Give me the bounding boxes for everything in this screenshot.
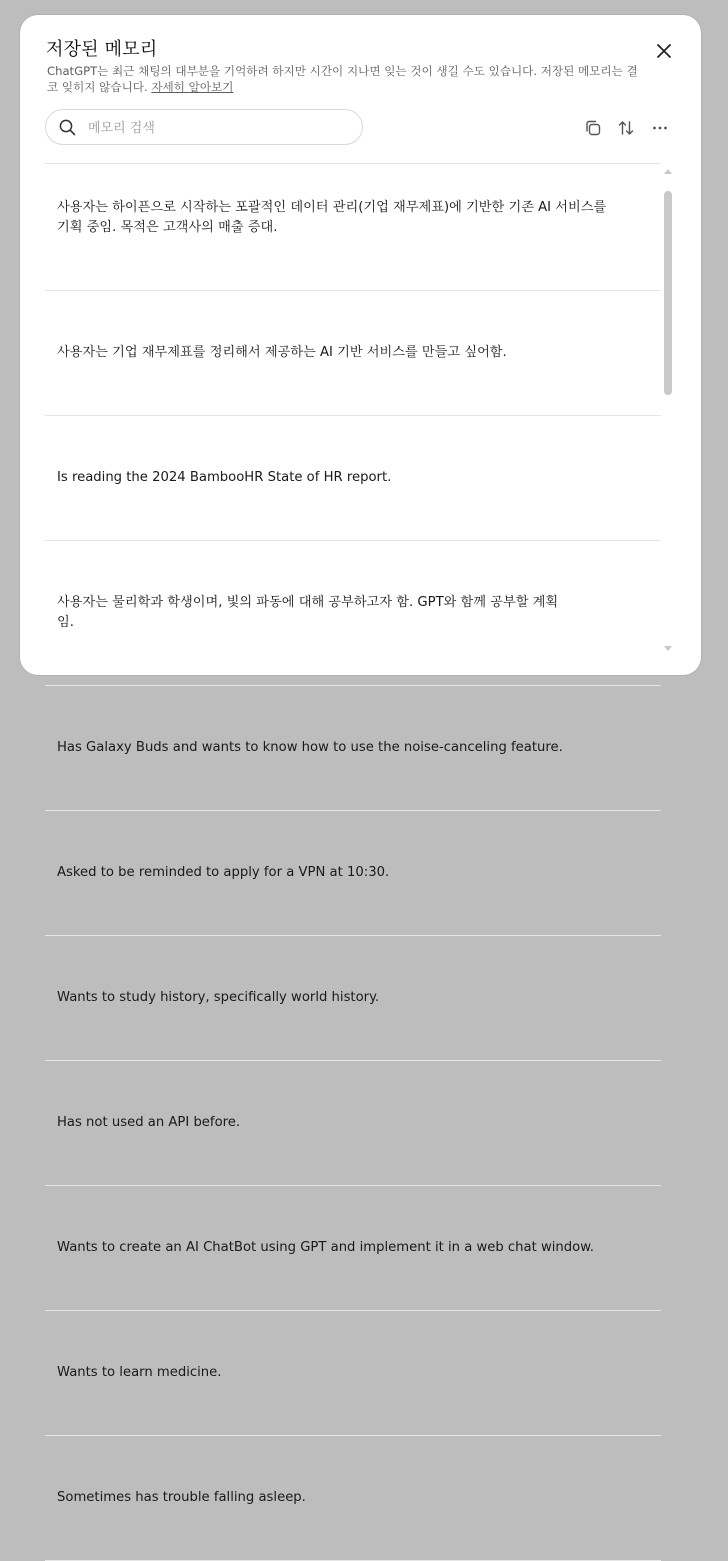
memory-item <box>45 416 661 541</box>
dialog-title: 저장된 메모리 <box>46 39 158 60</box>
close-button[interactable] <box>654 41 674 61</box>
search-icon <box>59 119 76 136</box>
copy-icon <box>584 119 602 137</box>
memory-text: Has not used an API before. <box>57 1115 241 1130</box>
scrollbar-thumb[interactable] <box>664 191 672 395</box>
sort-button[interactable] <box>617 119 635 137</box>
memory-text: Wants to study history, specifically world history. <box>57 990 380 1005</box>
memory-item <box>45 1311 661 1436</box>
saved-memories-dialog <box>20 15 701 1505</box>
memory-text: Wants to create an AI ChatBot using GPT and implement it in a web chat window. <box>57 1240 594 1255</box>
memory-item <box>45 291 661 416</box>
memory-search-box[interactable] <box>45 109 363 145</box>
memory-list <box>45 163 661 1505</box>
memory-text: Sometimes has trouble falling asleep. <box>57 1490 306 1505</box>
memory-item <box>45 936 661 1061</box>
memory-text: Asked to be reminded to apply for a VPN at 10:30. <box>57 865 390 880</box>
memory-text: 사용자는 물리학과 학생이며, 빛의 파동에 대해 공부하고자 함. GPT와 함께 공부할 계획 임. <box>57 595 559 630</box>
memory-item <box>45 1436 661 1561</box>
memory-item <box>45 686 661 811</box>
memory-item <box>45 146 661 291</box>
memory-text: Is reading the 2024 BambooHR State of HR report. <box>57 470 392 485</box>
search-input[interactable] <box>86 116 350 140</box>
memory-text: Has Galaxy Buds and wants to know how to use the noise-canceling feature. <box>57 740 563 755</box>
more-options-button[interactable] <box>651 119 669 137</box>
sort-icon <box>617 119 635 137</box>
dialog-description <box>47 63 642 95</box>
memory-list-scrollbar[interactable] <box>662 167 674 653</box>
close-icon <box>654 41 674 61</box>
memory-text: 사용자는 하이픈으로 시작하는 포괄적인 데이터 관리(기업 재무제표)에 기반한 기존 AI 서비스를 기획 중임. 목적은 고객사의 매출 증대. <box>57 200 607 235</box>
memory-item <box>45 811 661 936</box>
memory-item <box>45 1061 661 1186</box>
memory-item <box>45 1186 661 1311</box>
memory-item <box>45 541 661 686</box>
memory-text: 사용자는 기업 재무제표를 정리해서 제공하는 AI 기반 서비스를 만들고 싶어함. <box>57 345 507 360</box>
copy-button[interactable] <box>584 119 602 137</box>
scroll-down-arrow-icon[interactable] <box>664 646 672 651</box>
learn-more-link[interactable]: 자세히 알아보기 <box>151 80 234 94</box>
more-icon <box>651 119 669 137</box>
scroll-up-arrow-icon[interactable] <box>664 169 672 174</box>
description-text: ChatGPT는 최근 채팅의 대부분을 기억하려 하지만 시간이 지나면 잊는 것이 생길 수도 있습니다. 저장된 메모리는 결코 잊히지 않습니다. <box>47 64 638 94</box>
memory-text: Wants to learn medicine. <box>57 1365 222 1380</box>
